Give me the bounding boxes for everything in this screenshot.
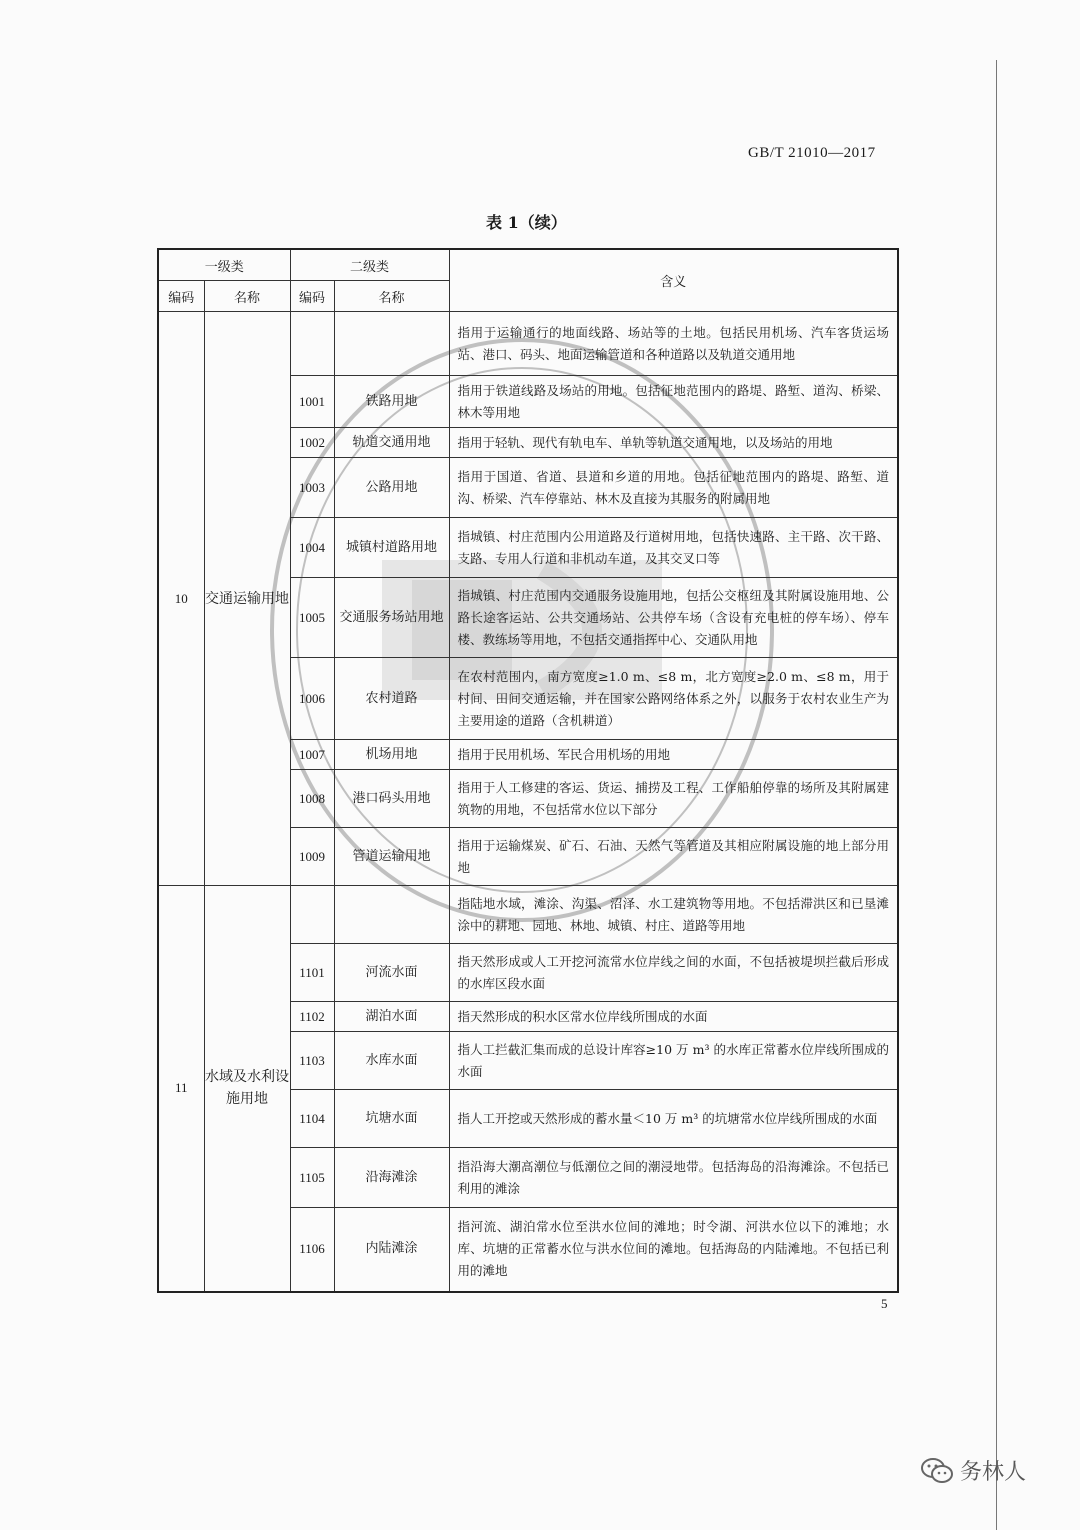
scan-edge-line bbox=[996, 60, 997, 1530]
standard-code: GB/T 21010—2017 bbox=[748, 145, 876, 161]
row-name: 港口码头用地 bbox=[334, 770, 449, 828]
row-desc: 指天然形成或人工开挖河流常水位岸线之间的水面，不包括被堤坝拦截后形成的水库区段水面 bbox=[449, 944, 898, 1002]
row-desc: 指用于民用机场、军民合用机场的用地 bbox=[449, 740, 898, 770]
row-name bbox=[334, 886, 449, 944]
row-desc: 指沿海大潮高潮位与低潮位之间的潮浸地带。包括海岛的沿海滩涂。不包括已利用的滩涂 bbox=[449, 1148, 898, 1208]
row-code: 1005 bbox=[290, 578, 334, 658]
row-code bbox=[290, 886, 334, 944]
level1-header: 一级类 bbox=[158, 249, 290, 281]
land-classification-table bbox=[157, 248, 899, 1293]
row-name: 沿海滩涂 bbox=[334, 1148, 449, 1208]
row-desc: 指人工开挖或天然形成的蓄水量＜10 万 m³ 的坑塘常水位岸线所围成的水面 bbox=[449, 1090, 898, 1148]
row-name: 坑塘水面 bbox=[334, 1090, 449, 1148]
row-name: 公路用地 bbox=[334, 458, 449, 518]
row-desc: 指城镇、村庄范围内公用道路及行道树用地，包括快速路、主干路、次干路、支路、专用人行道和非机动车道，及其交叉口等 bbox=[449, 518, 898, 578]
row-code: 1103 bbox=[290, 1032, 334, 1090]
level2-code-header: 编码 bbox=[290, 281, 334, 312]
row-name: 河流水面 bbox=[334, 944, 449, 1002]
row-desc: 在农村范围内，南方宽度≥1.0 m、≤8 m，北方宽度≥2.0 m、≤8 m，用于村间、田间交通运输，并在国家公路网络体系之外，以服务于农村农业生产为主要用途的道路（含机耕道） bbox=[449, 658, 898, 740]
row-code: 1006 bbox=[290, 658, 334, 740]
watermark bbox=[920, 1455, 1026, 1486]
row-code: 1105 bbox=[290, 1148, 334, 1208]
group-code: 10 bbox=[158, 312, 204, 886]
row-desc: 指用于运输煤炭、矿石、石油、天然气等管道及其相应附属设施的地上部分用地 bbox=[449, 828, 898, 886]
row-code: 1101 bbox=[290, 944, 334, 1002]
meaning-header: 含义 bbox=[449, 249, 898, 312]
level1-code-header: 编码 bbox=[158, 281, 204, 312]
row-code: 1106 bbox=[290, 1208, 334, 1292]
row-name: 铁路用地 bbox=[334, 376, 449, 428]
row-code: 1102 bbox=[290, 1002, 334, 1032]
row-name: 水库水面 bbox=[334, 1032, 449, 1090]
row-name: 交通服务场站用地 bbox=[334, 578, 449, 658]
page-number: 5 bbox=[881, 1296, 888, 1311]
row-desc: 指城镇、村庄范围内交通服务设施用地，包括公交枢纽及其附属设施用地、公路长途客运站、公共交通场站、公共停车场（含设有充电桩的停车场）、停车楼、教练场等用地，不包括交通指挥中心、交通队用地 bbox=[449, 578, 898, 658]
level2-header: 二级类 bbox=[290, 249, 449, 281]
watermark-text: 务林人 bbox=[960, 1460, 1027, 1485]
row-name bbox=[334, 312, 449, 376]
level1-name-header: 名称 bbox=[204, 281, 290, 312]
table-title: 表 1（续） bbox=[486, 213, 567, 232]
row-code: 1007 bbox=[290, 740, 334, 770]
row-name: 机场用地 bbox=[334, 740, 449, 770]
row-code bbox=[290, 312, 334, 376]
row-code: 1003 bbox=[290, 458, 334, 518]
row-code: 1104 bbox=[290, 1090, 334, 1148]
row-name: 湖泊水面 bbox=[334, 1002, 449, 1032]
row-desc: 指河流、湖泊常水位至洪水位间的滩地；时令湖、河洪水位以下的滩地；水库、坑塘的正常蓄水位与洪水位间的滩地。包括海岛的内陆滩地。不包括已利用的滩地 bbox=[449, 1208, 898, 1292]
row-code: 1009 bbox=[290, 828, 334, 886]
group-name: 交通运输用地 bbox=[204, 312, 290, 886]
row-desc: 指用于人工修建的客运、货运、捕捞及工程、工作船舶停靠的场所及其附属建筑物的用地，不包括常水位以下部分 bbox=[449, 770, 898, 828]
row-code: 1008 bbox=[290, 770, 334, 828]
level2-name-header: 名称 bbox=[334, 281, 449, 312]
row-name: 内陆滩涂 bbox=[334, 1208, 449, 1292]
row-desc: 指用于国道、省道、县道和乡道的用地。包括征地范围内的路堤、路堑、道沟、桥梁、汽车停靠站、林木及直接为其服务的附属用地 bbox=[449, 458, 898, 518]
row-desc: 指用于铁道线路及场站的用地。包括征地范围内的路堤、路堑、道沟、桥梁、林木等用地 bbox=[449, 376, 898, 428]
row-desc: 指人工拦截汇集而成的总设计库容≥10 万 m³ 的水库正常蓄水位岸线所围成的水面 bbox=[449, 1032, 898, 1090]
table-row bbox=[158, 886, 898, 944]
row-code: 1004 bbox=[290, 518, 334, 578]
group-code: 11 bbox=[158, 886, 204, 1292]
row-desc: 指用于运输通行的地面线路、场站等的土地。包括民用机场、汽车客货运场站、港口、码头、地面运输管道和各种道路以及轨道交通用地 bbox=[449, 312, 898, 376]
row-code: 1001 bbox=[290, 376, 334, 428]
row-name: 城镇村道路用地 bbox=[334, 518, 449, 578]
group-name: 水域及水利设施用地 bbox=[204, 886, 290, 1292]
row-desc: 指天然形成的积水区常水位岸线所围成的水面 bbox=[449, 1002, 898, 1032]
table-row bbox=[158, 312, 898, 376]
row-name: 轨道交通用地 bbox=[334, 428, 449, 458]
row-desc: 指用于轻轨、现代有轨电车、单轨等轨道交通用地，以及场站的用地 bbox=[449, 428, 898, 458]
row-code: 1002 bbox=[290, 428, 334, 458]
row-name: 管道运输用地 bbox=[334, 828, 449, 886]
row-desc: 指陆地水域，滩涂、沟渠、沼泽、水工建筑物等用地。不包括滞洪区和已垦滩涂中的耕地、园地、林地、城镇、村庄、道路等用地 bbox=[449, 886, 898, 944]
row-name: 农村道路 bbox=[334, 658, 449, 740]
wechat-icon bbox=[920, 1457, 954, 1485]
